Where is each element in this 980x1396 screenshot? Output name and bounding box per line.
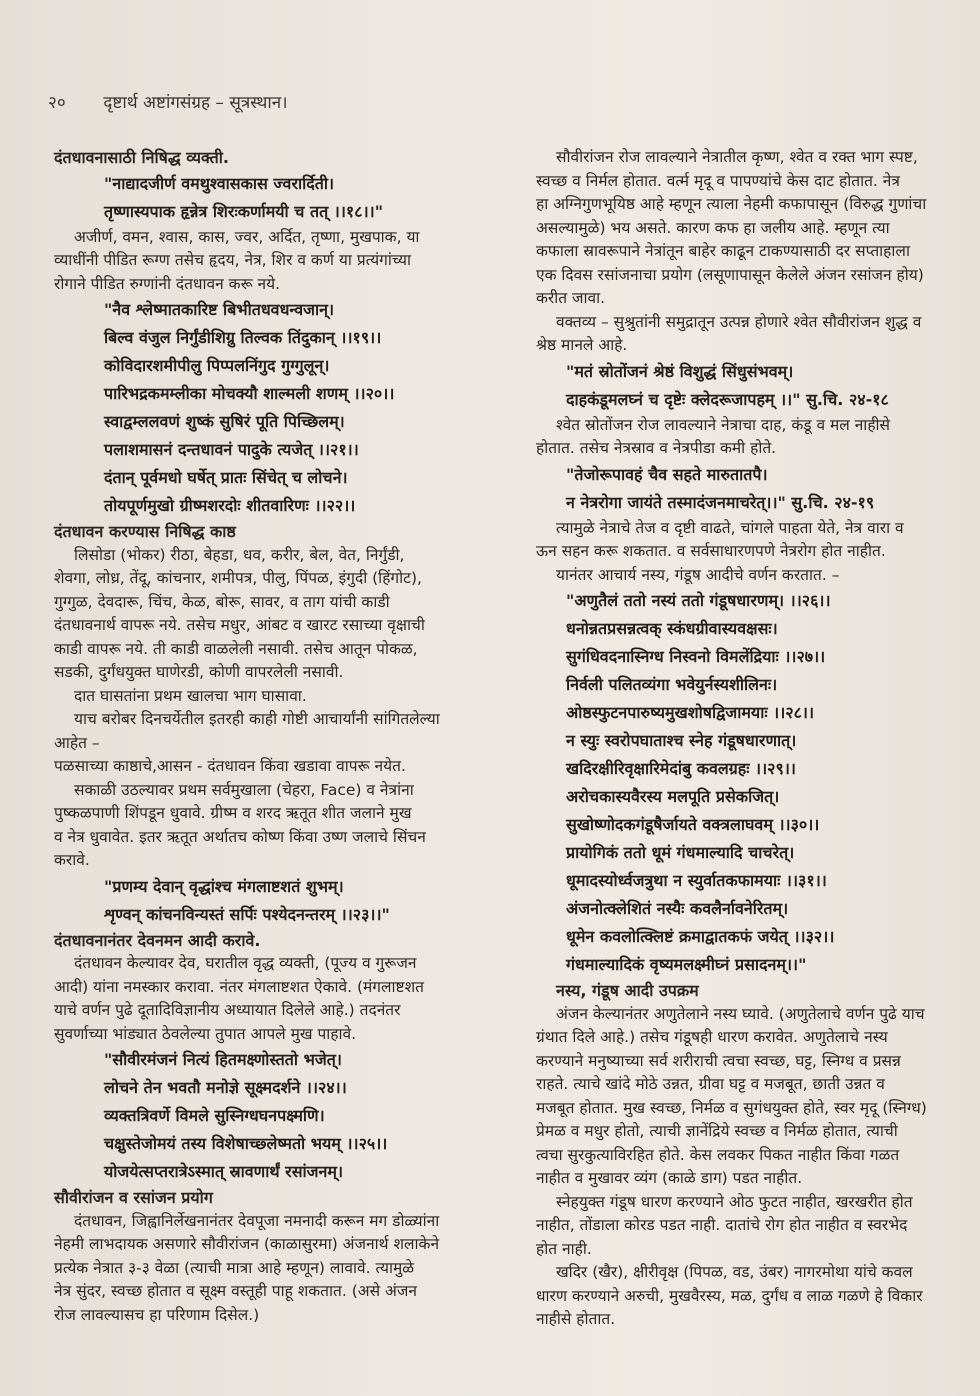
text-line: गुग्गुळ, देवदारू, चिंच, केळ, बोरू, सावर, व ताग यांची काडी: [54, 592, 390, 611]
verse-line: तृष्णास्यपाक हृन्नेत्र शिरःकर्णामयी च तत् ।।१८।।": [104, 201, 384, 221]
text-line: श्रेष्ठ मानले आहे.: [536, 336, 628, 354]
text-line: सकाळी उठल्यावर प्रथम सर्वमुखाला (चेहरा, Face) व नेत्रांना: [74, 780, 414, 799]
verse-line: अरोचकास्यवैरस्य मलपूति प्रसेकजित्।: [566, 787, 780, 806]
text-line: याचे वर्णन पुढे दूतादिविज्ञानीय अध्यायात दिलेले आहे.) तदनंतर: [54, 1001, 401, 1019]
text-line: याच बरोबर दिनचर्येतील इतरही काही गोष्टी आचार्यांनी सांगितलेल्या: [74, 710, 440, 728]
text-line: दंतधावन केल्यावर देव, घरातील वृद्ध व्यक्ती, (पूज्य व गुरूजन: [74, 954, 417, 972]
verse-line: ओष्ठस्फुटनपारुष्यमुखशोषद्विजामयाः ।।२८।।: [566, 703, 815, 722]
verse-line: धूमादस्योर्ध्वजत्रुथा न स्युर्वातकफामयाः ।।३१।।: [566, 871, 827, 890]
verse-line: "मतं स्रोतोंजनं श्रेष्ठं विशुद्धं सिंधुसंभवम्।: [566, 361, 794, 381]
verse-line: न नेत्ररोगा जायंते तस्मादंजनमाचरेत्।।" सु.चि. २४-१९: [566, 492, 875, 512]
verse-line: तोयपूर्णमुखो ग्रीष्मशरदोः शीतवारिणः ।।२२।।: [104, 496, 356, 515]
running-header: [48, 90, 288, 113]
text-line: वक्तव्य – सुश्रुतांनी समुद्रातून उत्पन्न होणारे श्वेत सौवीरांजन शुद्ध व: [556, 312, 922, 331]
text-line: सौवीरांजन रोज लावल्याने नेत्रातील कृष्ण, श्वेत व रक्त भाग स्पष्ट,: [556, 148, 918, 166]
text-line: नाहीत व मुखावर व्यंग (काळे डाग) पडत नाहीत.: [536, 1169, 803, 1187]
text-line: करीत जावा.: [536, 289, 606, 307]
text-line: अंजन केल्यानंतर अणुतेलाने नस्य घ्यावे. (अणुतेलाचे वर्णन पुढे याच: [556, 1004, 925, 1023]
verse-line: गंधमाल्यादिकं वृष्यमलक्ष्मीघ्नं प्रसादनम्।।": [566, 955, 807, 974]
verse-line: लोचने तेन भवतौ मनोज्ञे सूक्ष्मदर्शने ।।२४।।: [104, 1078, 347, 1097]
text-line: करण्याने मनुष्याच्या सर्व शरीराची त्वचा स्वच्छ, घट्ट, स्निग्ध व प्रसन्न: [536, 1051, 901, 1070]
text-line: प्रेमळ व मधुर होतो, त्याची ज्ञानेंद्रिये स्वच्छ व निर्मळ होतात, त्याची: [536, 1122, 898, 1140]
text-line: व्याधींनी पीडित रूग्ण तसेच हृदय, नेत्र, शिर व कर्ण या प्रत्यंगांच्या: [54, 251, 412, 269]
verse-line: "नैव श्लेष्मातकारिष्ट बिभीतधवधन्वजान्।: [104, 300, 335, 319]
text-line: ऊन सहन करू शकतात. व सर्वसाधारणपणे नेत्ररोग होत नाहीत.: [536, 542, 886, 560]
section-heading: दंतधावन करण्यास निषिद्ध काष्ठ: [54, 522, 236, 541]
text-line: आदी) यांना नमस्कार करावा. नंतर मंगलाष्टशत ऐकावे. (मंगलाष्टशत: [54, 977, 424, 996]
verse-line: "तेजोरूपावहं चैव सहते मारुतातपै।: [566, 464, 768, 484]
text-line: असल्यामुळे) भय असते. कारण कफ हा जलीय आहे. म्हणून त्या: [536, 218, 890, 237]
text-line: होत नाही.: [536, 1239, 592, 1258]
verse-line: शृण्वन् कांचनविन्यस्तं सर्पिः पश्येदनन्तरम् ।।२३।।": [104, 904, 390, 924]
verse-line: पलाशमासनं दन्तधावनं पादुके त्यजेत् ।।२१।।: [104, 440, 359, 459]
verse-line: प्रायोगिकं ततो धूमं गंधमाल्यादि चाचरेत्।: [566, 843, 795, 862]
verse-line: न स्युः स्वरोपघाताश्च स्नेह गंडूषधारणात्।: [566, 731, 797, 750]
verse-line: निर्वली पलितव्यंगा भवेयुर्नस्यशीलिनः।: [566, 675, 778, 694]
verse-line: बिल्व वंजुल निर्गुंडीशिग्रु तिल्वक तिंदुकान् ।।१९।।: [104, 328, 382, 347]
text-line: कफाला स्रावरूपाने नेत्रांतून बाहेर काढून टाकण्यासाठी दर सप्ताहाला: [536, 242, 910, 260]
verse-line: सुखोष्णोदकगंडूषैर्जायते वक्त्रलाघवम् ।।३०।।: [566, 815, 820, 834]
text-line: नाहीत, तोंडाला कोरड पडत नाही. दातांचे रोग होत नाहीत व स्वरभेद: [536, 1216, 908, 1234]
text-line: होतात. तसेच नेत्रस्राव व नेत्रपीडा कमी होते.: [536, 439, 777, 457]
text-line: मजबूत होतात. मुख स्वच्छ, निर्मळ व सुगंधयुक्त होते, स्वर मृदू (स्निग्ध): [536, 1098, 927, 1117]
right-column: [536, 146, 961, 1332]
verse-line: दंतान् पूर्वमधो घर्षेत् प्रातः सिंचेत् च लोचने।: [104, 468, 348, 487]
text-line: पळसाच्या काष्ठाचे,आसन - दंतधावन किंवा खडावा वापरू नयेत.: [54, 757, 406, 775]
text-line: यानंतर आचार्य नस्य, गंडूष आदीचे वर्णन करतात. –: [556, 565, 840, 584]
verse-line: चक्षुस्तेजोमयं तस्य विशेषाच्छ्लेष्मतो भयम् ।।२५।।: [104, 1134, 388, 1153]
section-heading: सौवीरांजन व रसांजन प्रयोग: [54, 1188, 213, 1207]
text-line: धारण करण्याने अरुची, मुखवैरस्य, मळ, दुर्गंध व लाळ गळणे हे विकार: [536, 1286, 923, 1305]
text-line: स्वच्छ व निर्मल होतात. वर्त्म मृदू व पापण्यांचे केस दाट होतात. नेत्र: [536, 171, 900, 190]
text-line: नेत्र सुंदर, स्वच्छ होतात व सूक्ष्म वस्तूही पाहू शकतात. (असे अंजन: [54, 1282, 417, 1300]
text-line: नेहमी लाभदायक असणारे सौवीरांजन (काळासुरमा) अंजनार्थ शलाकेने: [54, 1235, 440, 1253]
verse-line: पारिभद्रकमम्लीका मोचक्यौ शाल्मली शणम् ।।२०।।: [104, 384, 395, 403]
section-heading: दंतधावनानंतर देवनमन आदी करावे.: [54, 930, 261, 950]
verse-line: स्वाद्वम्ललवणं शुष्कं सुषिरं पूति पिच्छिलम्।: [104, 412, 345, 431]
verse-line: "नाद्यादजीर्ण वमथुश्वासकास ज्वरार्दिती।: [104, 173, 335, 193]
text-line: दात घासतांना प्रथम खालचा भाग घासावा.: [74, 686, 307, 705]
text-line: राहते. त्याचे खांदे मोठे उन्नत, ग्रीवा घट्ट व मजबूत, छाती उन्नत व: [536, 1075, 885, 1093]
verse-line: "प्रणम्य देवान् वृद्धांश्च मंगलाष्टशतं शुभम्।: [104, 876, 344, 896]
verse-line: "सौवीरमंजनं नित्यं हितमक्ष्णोस्ततो भजेत्।: [104, 1050, 342, 1069]
text-line: त्वचा सुरकुत्याविरहित होते. केस लवकर पिकत नाहीत किंवा गळत: [536, 1145, 900, 1164]
text-line: हा अग्निगुणभूयिष्ठ आहे म्हणून त्याला नेहमी कफापासून (विरुद्ध गुणांचा: [536, 195, 927, 213]
text-line: आहेत –: [54, 733, 100, 752]
page-number: २०: [48, 93, 66, 113]
text-line: लिसोडा (भोकर) रीठा, बेहडा, धव, करीर, बेल, वेत, निर्गुंडी,: [74, 545, 405, 564]
text-line: अजीर्ण, वमन, श्वास, कास, ज्वर, अर्दित, तृष्णा, मुखपाक, या: [74, 227, 420, 246]
text-line: व नेत्र धुवावेत. इतर ऋतूत अर्थातच कोष्ण किंवा उष्ण जलाचे सिंचन: [54, 827, 426, 846]
text-line: दंतधावनार्थ वापरू नये. तसेच मधुर, आंबट व खारट रसाच्या वृक्षाची: [54, 616, 425, 634]
verse-line: सुगंधिवदनास्निग्ध निस्वनो विमलेंद्रियाः ।।२७।।: [566, 647, 826, 666]
verse-line: योजयेत्सप्तरात्रेऽस्मात् स्रावणार्थं रसांजनम्।: [104, 1162, 344, 1181]
verse-line: अंजनोत्क्लेशितं नस्यैः कवलैर्नावनेरितम्।: [566, 899, 789, 918]
verse-line: धूमेन कवलोत्क्लिष्टं क्रमाद्वातकफं जयेत् ।।३२।।: [566, 927, 835, 946]
text-line: शेवगा, लोध्र, तेंदू, कांचनार, शमीपत्र, पीलु, पिंपळ, इंगुदी (हिंगोट),: [54, 569, 422, 587]
verse-line: कोविदारशमीपीलु पिप्पलनिंगुद गुग्गुलून्।: [104, 356, 330, 375]
text-line: रोगाने पीडित रुग्णांनी दंतधावन करू नये.: [54, 274, 281, 293]
text-line: ग्रंथात दिले आहे.) तसेच गंडूषही धारण करावेत. अणुतेलाचे नस्य: [536, 1028, 888, 1046]
text-line: श्वेत स्रोतोंजन रोज लावल्याने नेत्राचा दाह, कंडू व मल नाहीसे: [556, 415, 891, 434]
text-line: त्यामुळे नेत्राचे तेज व दृष्टी वाढते, चांगले पाहता येते, नेत्र वारा व: [556, 518, 904, 537]
verse-line: खदिरक्षीरिवृक्षारिमेदांबु कवलग्रहः ।।२९।।: [566, 759, 796, 778]
text-line: रोज लावल्यासच हा परिणाम दिसेल.): [54, 1305, 260, 1324]
text-line: एक दिवस रसांजनाचा प्रयोग (लसूणापासून केलेले अंजन रसांजन होय): [536, 265, 924, 284]
verse-line: व्यक्तत्रिवर्णे विमले सुस्निग्धघनपक्ष्मणि।: [104, 1106, 325, 1125]
text-line: नाहीसे होतात.: [536, 1310, 616, 1328]
verse-line: धनोन्नतप्रसन्नत्वक् स्कंधग्रीवास्यवक्षसः।: [566, 619, 778, 638]
section-heading: दंतधावनासाठी निषिद्ध व्यक्ती.: [54, 148, 229, 167]
text-line: पुष्कळपाणी शिंपडून धुवावे. ग्रीष्म व शरद ऋतूत शीत जलाने मुख: [54, 804, 412, 822]
left-column: [54, 146, 474, 1327]
text-line: खदिर (खैर), क्षीरीवृक्ष (पिपळ, वड, उंबर) नागरमोथा यांचे कवल: [556, 1263, 913, 1281]
running-title: दृष्टार्थ अष्टांगसंग्रह – सूत्रस्थान।: [103, 93, 288, 113]
section-heading: नस्य, गंडूष आदी उपक्रम: [556, 981, 699, 1000]
text-line: सुवर्णाच्या भांड्यात ठेवलेल्या तुपात आपले मुख पाहावे.: [54, 1024, 357, 1043]
verse-line: "अणुतैलं ततो नस्यं ततो गंडूषधारणम्। ।।२६।।: [566, 591, 831, 610]
text-line: स्नेहयुक्त गंडूष धारण करण्याने ओठ फुटत नाहीत, खरखरीत होत: [556, 1192, 913, 1211]
text-line: करावे.: [54, 851, 90, 869]
text-line: काडी वापरू नये. ती काडी वाळलेली नसावी. तसेच आतून पोकळ,: [54, 639, 418, 658]
text-line: दंतधावन, जिह्वानिर्लेखनानंतर देवपूजा नमनादी करून मग डोळ्यांना: [74, 1211, 440, 1230]
verse-line: दाहकंडूमलघ्नं च दृष्टेः क्लेदरूजापहम् ।।" सु.चि. २४-१८: [566, 389, 889, 409]
text-line: प्रत्येक नेत्रात ३-३ वेळा (त्याची मात्रा आहे म्हणून) लावावे. त्यामुळे: [54, 1258, 415, 1277]
text-line: सडकी, दुर्गंधयुक्त घाणेरडी, कोणी वापरलेली नसावी.: [54, 663, 344, 681]
